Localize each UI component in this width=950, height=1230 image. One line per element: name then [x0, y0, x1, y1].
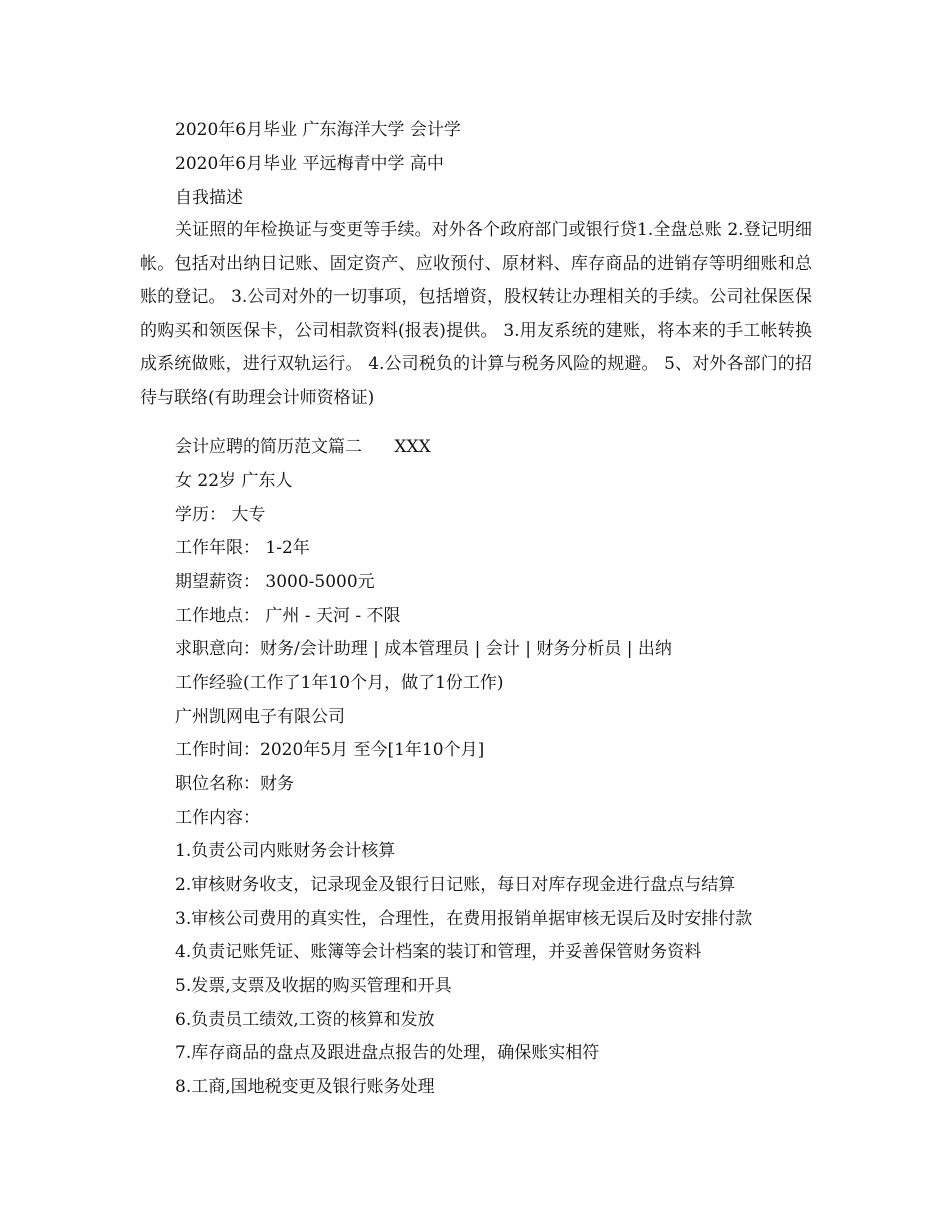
self-description-heading: 自我描述 — [175, 188, 243, 208]
duties-heading: 工作内容： — [175, 808, 260, 828]
duty-item: 5.发票,支票及收据的购买管理和开具 — [175, 976, 452, 996]
duty-item: 7.库存商品的盘点及跟进盘点报告的处理，确保账实相符 — [175, 1043, 600, 1063]
duty-item: 3.审核公司费用的真实性，合理性，在费用报销单据审核无误后及时安排付款 — [175, 909, 753, 929]
duty-item: 6.负责员工绩效,工资的核算和发放 — [175, 1010, 435, 1030]
education-line: 2020年6月毕业 广东海洋大学 会计学 — [175, 120, 461, 140]
duty-item: 8.工商,国地税变更及银行账务处理 — [175, 1077, 435, 1097]
education-line: 2020年6月毕业 平远梅青中学 高中 — [175, 154, 444, 174]
education-level: 学历： 大专 — [175, 505, 266, 525]
duty-item: 1.负责公司内账财务会计核算 — [175, 841, 396, 861]
duty-item: 4.负责记账凭证、账簿等会计档案的装订和管理，并妥善保管财务资料 — [175, 942, 702, 962]
position-title: 职位名称：财务 — [175, 774, 294, 794]
work-period: 工作时间：2020年5月 至今[1年10个月] — [175, 740, 485, 760]
company-name: 广州凯网电子有限公司 — [175, 707, 345, 727]
expected-salary: 期望薪资： 3000-5000元 — [175, 572, 375, 592]
work-years: 工作年限： 1-2年 — [175, 538, 310, 558]
self-description-body: 关证照的年检换证与变更等手续。对外各个政府部门或银行贷1.全盘总账 2.登记明细帐。包括对出纳日记账、固定资产、应收预付、原材料、库存商品的进销存等明细账和总账的登记。 3.公司对外的一切事项，包括增资，股权转让办理相关的手续。公司社保医保的购买和领医保卡，公司相款资料(报表)提供。 3.用友系统的建账，将本来的手工帐转换成系统做账，进行双轨运行。 4.公司税负的计算与税务风险的规避。 5、对外各部门的招待与联络(有助理会计师资格证) — [140, 220, 812, 408]
experience-summary: 工作经验(工作了1年10个月，做了1份工作) — [175, 673, 504, 693]
basic-info: 女 22岁 广东人 — [175, 471, 293, 491]
resume-title: 会计应聘的简历范文篇二 XXX — [175, 437, 431, 457]
work-location: 工作地点： 广州 - 天河 - 不限 — [175, 606, 401, 626]
job-intention: 求职意向：财务/会计助理 | 成本管理员 | 会计 | 财务分析员 | 出纳 — [175, 639, 672, 659]
duty-item: 2.审核财务收支，记录现金及银行日记账，每日对库存现金进行盘点与结算 — [175, 875, 736, 895]
